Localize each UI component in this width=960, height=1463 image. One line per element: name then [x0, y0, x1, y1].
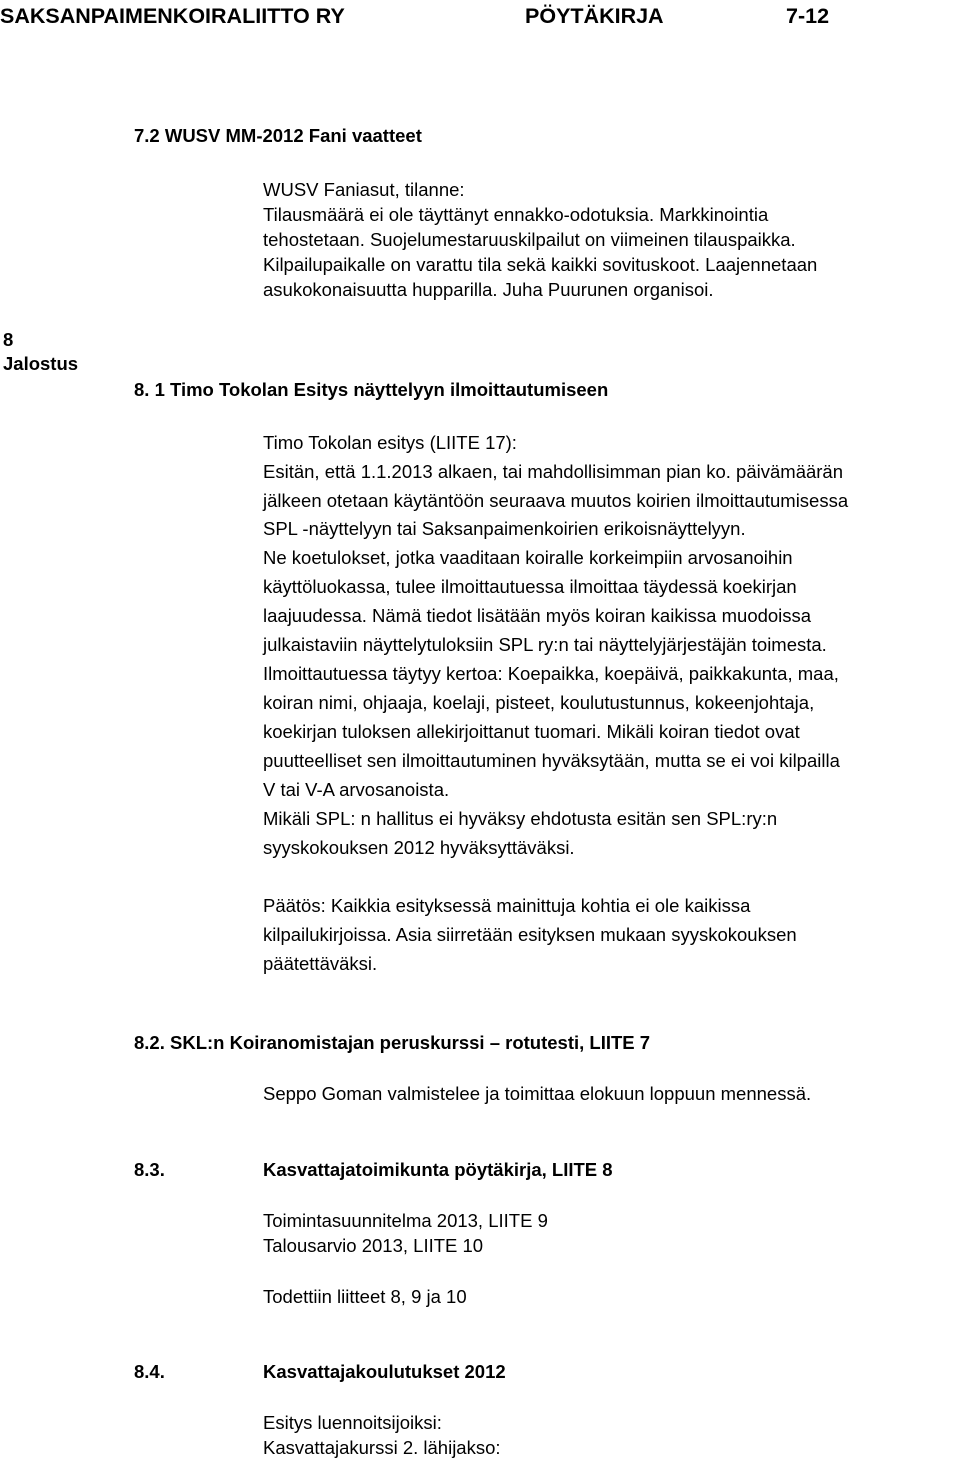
section-7-2-line-1: WUSV Faniasut, tilanne: [263, 179, 465, 200]
section-8-3-line-1: Toimintasuunnitelma 2013, LIITE 9 [263, 1210, 548, 1231]
section-8-1-decision-line-3: päätettäväksi. [263, 953, 378, 974]
section-8-3-number: 8.3. [134, 1159, 165, 1180]
header-document-type: PÖYTÄKIRJA [525, 4, 664, 28]
header-org: SAKSANPAIMENKOIRALIITTO RY [0, 4, 345, 28]
section-7-2-line-3: tehostetaan. Suojelumestaruuskilpailut on viimeinen tilauspaikka. [263, 229, 796, 250]
section-8-1-line-3: jälkeen otetaan käytäntöön seuraava muutos koirien ilmoittautumisessa [263, 490, 849, 511]
section-8-1-line-15: syyskokouksen 2012 hyväksyttäväksi. [263, 837, 575, 858]
section-8-1-decision-line-1: Päätös: Kaikkia esityksessä mainittuja kohtia ei ole kaikissa [263, 895, 751, 916]
section-8-1-line-5: Ne koetulokset, jotka vaaditaan koiralle korkeimpiin arvosanoihin [263, 547, 793, 568]
section-8-1-line-2: Esitän, että 1.1.2013 alkaen, tai mahdollisimman pian ko. päivämäärän [263, 461, 844, 482]
section-8-1-decision-line-2: kilpailukirjoissa. Asia siirretään esityksen mukaan syyskokouksen [263, 924, 797, 945]
section-8-4-line-2: Kasvattajakurssi 2. lähijakso: [263, 1437, 501, 1458]
section-8-1-line-10: koiran nimi, ohjaaja, koelaji, pisteet, koulutustunnus, kokeenjohtaja, [263, 692, 815, 713]
section-7-2-line-5: asukokonaisuutta hupparilla. Juha Puurunen organisoi. [263, 279, 714, 300]
section-8-1-line-7: laajuudessa. Nämä tiedot lisätään myös koiran kaikissa muodoissa [263, 605, 812, 626]
section-8-1-line-9: Ilmoittautuessa täytyy kertoa: Koepaikka, koepäivä, paikkakunta, maa, [263, 663, 839, 684]
section-8-1-line-6: käyttöluokassa, tulee ilmoittautuessa ilmoittaa täydessä koekirjan [263, 576, 797, 597]
section-8-1-line-8: julkaistaviin näyttelytuloksiin SPL ry:n tai näyttelyjärjestäjän toimesta. [263, 634, 827, 655]
header-page-number: 7-12 [786, 4, 830, 28]
section-8-4-title: Kasvattajakoulutukset 2012 [263, 1361, 506, 1382]
section-8-1-line-14: Mikäli SPL: n hallitus ei hyväksy ehdotusta esitän sen SPL:ry:n [263, 808, 778, 829]
section-8-name: Jalostus [3, 353, 79, 374]
section-8-2-line: Seppo Goman valmistelee ja toimittaa elokuun loppuun mennessä. [263, 1083, 812, 1104]
section-8-4-line-1: Esitys luennoitsijoiksi: [263, 1412, 442, 1433]
section-7-2-line-4: Kilpailupaikalle on varattu tila sekä kaikki sovituskoot. Laajennetaan [263, 254, 818, 275]
section-7-2-title: 7.2 WUSV MM-2012 Fani vaatteet [134, 125, 422, 146]
section-8-1-line-12: puutteelliset sen ilmoittautuminen hyväksytään, mutta se ei voi kilpailla [263, 750, 840, 771]
section-8-4-number: 8.4. [134, 1361, 165, 1382]
section-8-1-title: 8. 1 Timo Tokolan Esitys näyttelyyn ilmoittautumiseen [134, 379, 609, 400]
section-8-3-line-2: Talousarvio 2013, LIITE 10 [263, 1235, 484, 1256]
section-8-3-title: Kasvattajatoimikunta pöytäkirja, LIITE 8 [263, 1159, 613, 1180]
section-8-1-line-13: V tai V-A arvosanoista. [263, 779, 450, 800]
section-8-2-title: 8.2. SKL:n Koiranomistajan peruskurssi – rotutesti, LIITE 7 [134, 1032, 651, 1053]
section-8-number: 8 [3, 329, 14, 350]
section-8-1-line-1: Timo Tokolan esitys (LIITE 17): [263, 432, 517, 453]
section-8-3-note: Todettiin liitteet 8, 9 ja 10 [263, 1286, 467, 1307]
section-8-1-line-4: SPL -näyttelyyn tai Saksanpaimenkoirien erikoisnäyttelyyn. [263, 518, 746, 539]
section-8-1-line-11: koekirjan tuloksen allekirjoittanut tuomari. Mikäli koiran tiedot ovat [263, 721, 800, 742]
section-7-2-line-2: Tilausmäärä ei ole täyttänyt ennakko-odotuksia. Markkinointia [263, 204, 769, 225]
